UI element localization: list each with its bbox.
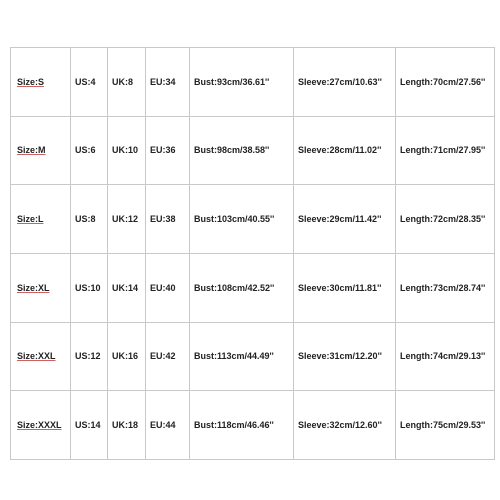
us-size-cell: US:6 <box>71 116 108 185</box>
size-cell <box>11 116 71 185</box>
bust-cell: Bust:93cm/36.61'' <box>190 48 294 117</box>
length-cell: Length:75cm/29.53'' <box>396 391 495 460</box>
uk-size-cell: UK:8 <box>108 48 146 117</box>
size-cell <box>11 185 71 254</box>
us-size-cell: US:10 <box>71 253 108 322</box>
bust-cell: Bust:118cm/46.46'' <box>190 391 294 460</box>
uk-size-cell: UK:12 <box>108 185 146 254</box>
size-cell <box>11 322 71 391</box>
size-row-l <box>11 185 495 254</box>
bust-cell: Bust:113cm/44.49'' <box>190 322 294 391</box>
uk-size-cell: UK:10 <box>108 116 146 185</box>
sleeve-cell: Sleeve:27cm/10.63'' <box>294 48 396 117</box>
size-row-m <box>11 116 495 185</box>
size-label: Size:L <box>17 214 44 225</box>
length-cell: Length:73cm/28.74'' <box>396 253 495 322</box>
size-label: Size:XXL <box>17 351 56 362</box>
size-row-xxl <box>11 322 495 391</box>
length-cell: Length:74cm/29.13'' <box>396 322 495 391</box>
size-row-s <box>11 48 495 117</box>
uk-size-cell: UK:18 <box>108 391 146 460</box>
eu-size-cell: EU:42 <box>146 322 190 391</box>
eu-size-cell: EU:44 <box>146 391 190 460</box>
size-cell <box>11 253 71 322</box>
bust-cell: Bust:103cm/40.55'' <box>190 185 294 254</box>
us-size-cell: US:4 <box>71 48 108 117</box>
length-cell: Length:70cm/27.56'' <box>396 48 495 117</box>
size-cell <box>11 391 71 460</box>
size-label: Size:M <box>17 145 46 156</box>
us-size-cell: US:12 <box>71 322 108 391</box>
uk-size-cell: UK:16 <box>108 322 146 391</box>
length-cell: Length:71cm/27.95'' <box>396 116 495 185</box>
eu-size-cell: EU:34 <box>146 48 190 117</box>
us-size-cell: US:14 <box>71 391 108 460</box>
eu-size-cell: EU:36 <box>146 116 190 185</box>
eu-size-cell: EU:38 <box>146 185 190 254</box>
sleeve-cell: Sleeve:30cm/11.81'' <box>294 253 396 322</box>
uk-size-cell: UK:14 <box>108 253 146 322</box>
size-row-xl <box>11 253 495 322</box>
size-label: Size:XL <box>17 282 50 293</box>
size-chart-table <box>10 47 495 460</box>
sleeve-cell: Sleeve:32cm/12.60'' <box>294 391 396 460</box>
bust-cell: Bust:108cm/42.52'' <box>190 253 294 322</box>
length-cell: Length:72cm/28.35'' <box>396 185 495 254</box>
sleeve-cell: Sleeve:29cm/11.42'' <box>294 185 396 254</box>
sleeve-cell: Sleeve:31cm/12.20'' <box>294 322 396 391</box>
size-label: Size:S <box>17 76 45 87</box>
us-size-cell: US:8 <box>71 185 108 254</box>
size-cell <box>11 48 71 117</box>
sleeve-cell: Sleeve:28cm/11.02'' <box>294 116 396 185</box>
size-label: Size:XXXL <box>17 420 62 431</box>
bust-cell: Bust:98cm/38.58'' <box>190 116 294 185</box>
eu-size-cell: EU:40 <box>146 253 190 322</box>
size-row-xxxl <box>11 391 495 460</box>
